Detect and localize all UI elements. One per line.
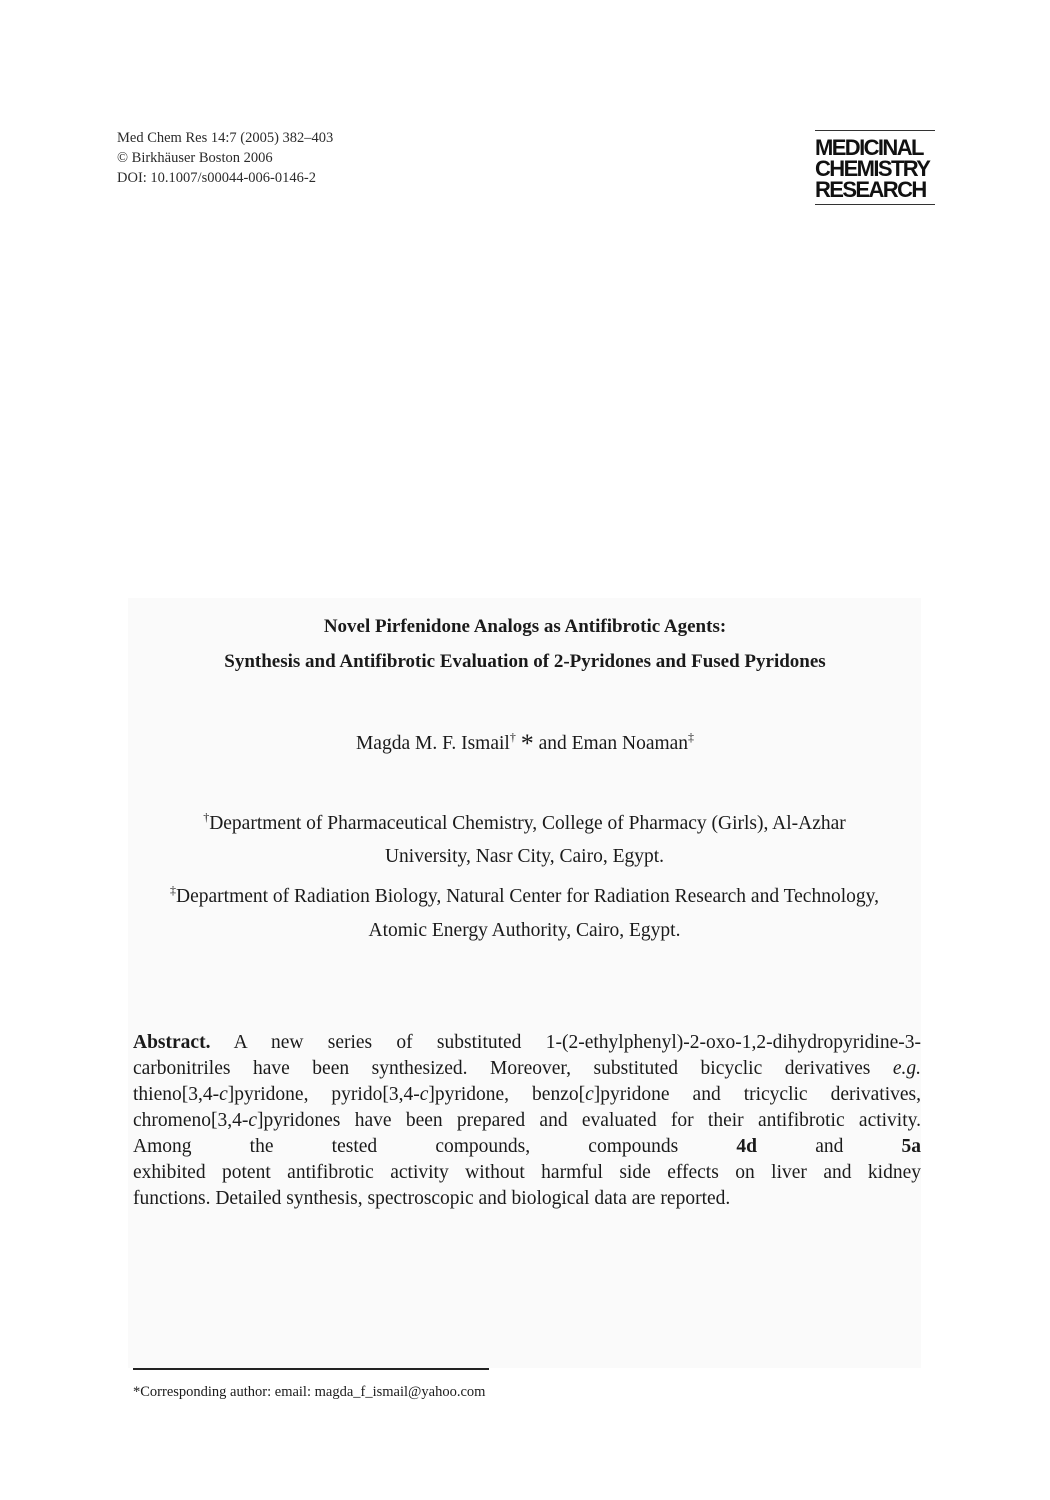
logo-top-rule [815,130,935,131]
author-list [0,729,1050,759]
abstract-line-7: functions. Detailed synthesis, spectroscopic and biological data are reported. [133,1188,731,1209]
logo-bottom-rule [815,204,935,205]
footnote-divider [133,1368,489,1370]
logo-line-3: RESEARCH [815,177,926,202]
abstract-line-2 [133,1056,921,1082]
author-2-affil-mark: ‡ [688,730,695,744]
compound-label: 4d [736,1136,757,1157]
author-1: Magda M. F. Ismail [355,733,510,754]
paper-title-line-1: Novel Pirfenidone Analogs as Antifibrotic Agents: [323,616,727,637]
abstract-text: chromeno[3,4- [133,1110,249,1131]
journal-citation: Med Chem Res 14:7 (2005) 382–403 [117,130,334,146]
page-background [128,598,921,1368]
journal-header [117,128,333,188]
abstract-italic: c [248,1110,257,1131]
affiliation-2-text: Department of Radiation Biology, Natural Center for Radiation Research and Technology, [176,886,879,907]
abstract-label: Abstract. [133,1032,211,1053]
abstract-text: thieno[3,4- [133,1084,220,1105]
affiliation-2-line-1 [128,883,921,908]
abstract-text: Among the tested compounds, compounds [133,1136,679,1157]
abstract-text: carbonitriles have been synthesized. Moreover, substituted bicyclic derivatives [133,1058,871,1079]
abstract-line-5 [133,1134,921,1160]
abstract-text: ]pyridone, benzo[ [428,1084,586,1105]
abstract-text: A new series of substituted 1-(2-ethylphenyl)-2-oxo-1,2-dihydropyridine-3- [233,1032,921,1053]
compound-label: 5a [901,1136,922,1157]
affiliation-1-line-1 [128,810,921,835]
corresponding-author-footnote: *Corresponding author: email: magda_f_ismail@yahoo.com [133,1384,486,1400]
author-conjunction: and [538,733,567,754]
copyright-notice: © Birkhäuser Boston 2006 [117,150,273,166]
logo-line-2: CHEMISTRY [815,156,930,181]
abstract [133,1030,921,1212]
abstract-line-4 [133,1108,921,1134]
affiliation-1-text: Department of Pharmaceutical Chemistry, College of Pharmacy (Girls), Al-Azhar [209,813,846,834]
journal-logo [815,130,935,205]
author-1-affil-mark: † [509,730,516,744]
abstract-italic: c [585,1084,594,1105]
abstract-text: and [815,1136,844,1157]
affiliation-2-mark: ‡ [170,883,177,897]
abstract-line-1 [133,1030,921,1056]
paper-title-line-2: Synthesis and Antifibrotic Evaluation of 2-Pyridones and Fused Pyridones [224,651,826,672]
abstract-text: ]pyridones have been prepared and evaluated for their antifibrotic activity. [257,1110,921,1131]
abstract-line-3 [133,1082,921,1108]
abstract-italic: c [219,1084,228,1105]
abstract-text: ]pyridone and tricyclic derivatives, [593,1084,921,1105]
abstract-text: ]pyridone, pyrido[3,4- [227,1084,420,1105]
affiliation-2-line-2: Atomic Energy Authority, Cairo, Egypt. [368,920,681,941]
corresponding-mark: * [520,729,534,758]
affiliation-1-mark: † [203,810,210,824]
affiliation-1-line-2: University, Nasr City, Cairo, Egypt. [384,846,665,867]
logo-line-1: MEDICINAL [815,135,923,160]
abstract-italic: e.g. [892,1058,922,1079]
abstract-line-6: exhibited potent antifibrotic activity without harmful side effects on liver and kidney [133,1162,921,1183]
doi: DOI: 10.1007/s00044-006-0146-2 [117,170,316,186]
abstract-italic: c [419,1084,429,1105]
author-2: Eman Noaman [571,733,689,754]
